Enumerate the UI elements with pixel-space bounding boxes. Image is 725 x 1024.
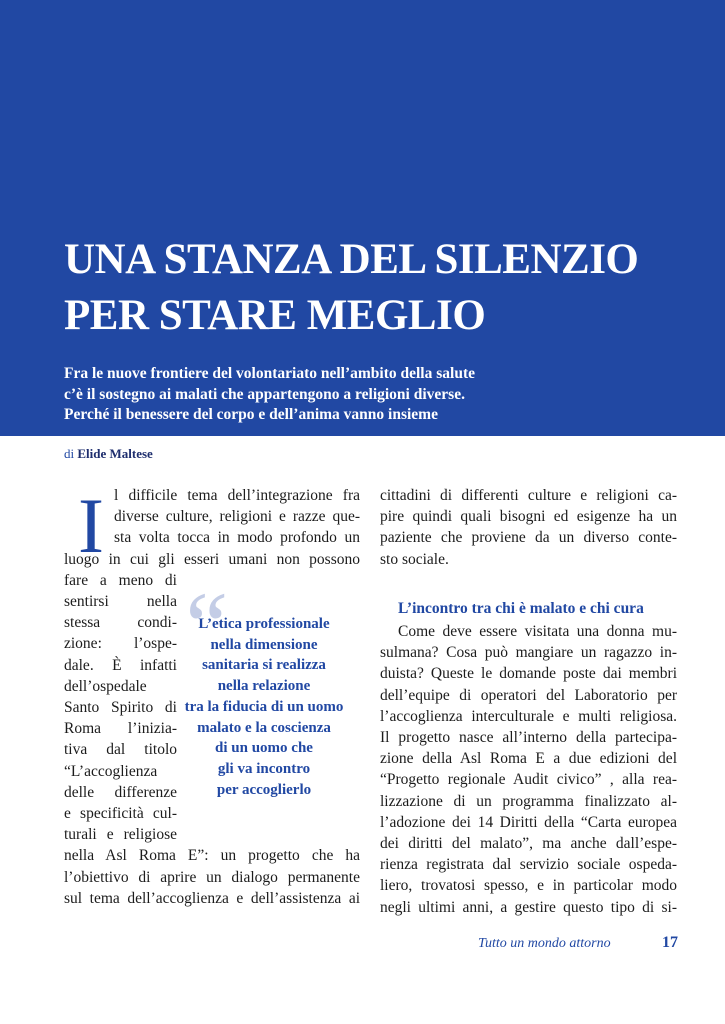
text-line: “L’accoglienza xyxy=(64,762,158,780)
article-title xyxy=(64,232,638,344)
text-line: l difficile tema dell’integrazione fra xyxy=(114,487,360,504)
text-line: dell’ospedale xyxy=(64,677,147,695)
text-line: sulmana? Cosa può mangiare un ragazzo in- xyxy=(380,644,677,662)
byline xyxy=(64,446,153,462)
pull-quote-line: nella dimensione xyxy=(210,636,318,653)
subtitle-line: Fra le nuove frontiere del volontariato nell’ambito della salute xyxy=(64,365,475,382)
text-line: l’accoglienza interculturale e multi religiosa. xyxy=(380,707,677,725)
pull-quote-mark: “ xyxy=(176,572,230,679)
page-number: 17 xyxy=(662,934,678,951)
text-line: dale. È infatti xyxy=(64,656,177,674)
subtitle-line: c’è il sostegno ai malati che appartengono a religioni diverse. xyxy=(64,385,465,403)
pull-quote-line: gli va incontro xyxy=(217,760,311,777)
text-line: zione della Asl Roma E a due edizioni del xyxy=(380,750,677,768)
text-line: Santo Spirito di xyxy=(64,699,177,716)
text-line: liero, trovatosi spesso, e in particolar modo xyxy=(380,877,677,895)
subtitle-line: Perché il benessere del corpo e dell’anima vanno insieme xyxy=(64,406,438,423)
text-line: e specificità cul- xyxy=(64,805,177,822)
pull-quote-line: di un uomo che xyxy=(215,740,313,757)
author-name: Elide Maltese xyxy=(77,446,153,461)
byline-prefix: di xyxy=(64,446,75,461)
text-line: nella Asl Roma E”: un progetto che ha xyxy=(64,847,360,865)
text-line: pire quindi quali bisogni ed esigenze ha un xyxy=(380,508,677,526)
text-line: negli ultimi anni, a gestire questo tipo di si- xyxy=(380,898,677,916)
pull-quote-line: L’etica professionale xyxy=(198,616,330,632)
pull-quote-line: per accoglierlo xyxy=(216,781,312,798)
text-line: cittadini di differenti culture e religioni ca- xyxy=(380,487,677,504)
pull-quote-line: tra la fiducia di un uomo xyxy=(184,698,344,715)
text-line: delle differenze xyxy=(64,783,177,801)
text-line: paziente che proviene da un diverso conte- xyxy=(380,529,677,547)
text-line: luogo in cui gli esseri umani non possono xyxy=(64,550,360,568)
text-line: duista? Queste le domande poste dai membri xyxy=(380,665,677,683)
text-line: turali e religiose xyxy=(64,826,177,844)
pull-quote-line: nella relazione xyxy=(217,678,311,695)
text-line: Come deve essere visitata una donna mu- xyxy=(398,623,677,640)
text-line: Il progetto nasce all’interno della partecipa- xyxy=(380,729,677,746)
section-subhead: L’incontro tra chi è malato e chi cura xyxy=(398,600,644,617)
article-subtitle xyxy=(64,364,475,426)
text-line: sto sociale. xyxy=(380,550,449,568)
pull-quote xyxy=(178,614,350,800)
title-line: UNA STANZA DEL SILENZIO xyxy=(64,236,639,283)
text-line: l’adozione dei 14 Diritti della “Carta europea xyxy=(380,813,677,831)
pull-quote-line: malato e la coscienza xyxy=(197,719,331,736)
text-line: dell’equipe di operatori del Laboratorio per xyxy=(380,686,677,704)
text-line: Roma l’inizia- xyxy=(64,720,177,738)
text-line: sentirsi nella xyxy=(64,593,177,610)
text-line: zione: l’ospe- xyxy=(64,635,177,653)
pull-quote-line: sanitaria si realizza xyxy=(202,657,326,674)
text-line: sul tema dell’accoglienza e dell’assistenza ai xyxy=(64,889,360,907)
text-line: l’obiettivo di aprire un dialogo permanente xyxy=(64,868,360,886)
text-line: dei diritti del malato”, ma anche dall’espe- xyxy=(380,835,677,852)
text-line: rienza registrata dal servizio sociale ospeda- xyxy=(380,856,677,874)
text-line: lizzazione di un programma finalizzato al- xyxy=(380,792,677,810)
text-line: tiva dal titolo xyxy=(64,741,177,759)
text-line: diverse culture, religioni e razze que- xyxy=(114,508,360,526)
running-title: Tutto un mondo attorno xyxy=(478,936,611,951)
text-line: fare a meno di xyxy=(64,571,177,589)
drop-cap: I xyxy=(78,482,104,569)
title-line: PER STARE MEGLIO xyxy=(64,292,486,339)
text-line: sta volta tocca in modo profondo un xyxy=(114,529,360,547)
text-line: “Progetto regionale Audit civico” , alla rea- xyxy=(380,771,677,789)
text-line: stessa condi- xyxy=(64,614,177,632)
